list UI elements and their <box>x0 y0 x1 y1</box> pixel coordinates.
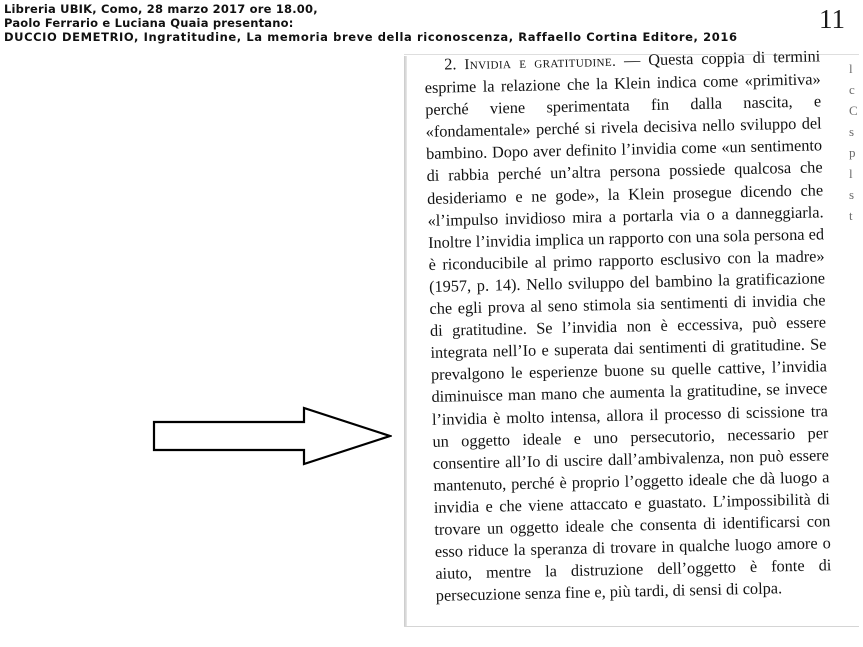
page-edge-bottom <box>404 626 859 627</box>
page-gutter-shadow <box>404 56 407 626</box>
sliver-fragment: C <box>849 103 858 118</box>
sliver-fragment: p <box>849 145 856 160</box>
body-text-column <box>424 45 832 607</box>
paragraph-invidia-e-gratitudine <box>424 45 832 607</box>
pointer-arrow <box>152 406 392 466</box>
header-line-2: Paolo Ferrario e Luciana Quaia presentano: <box>4 16 294 30</box>
arrow-icon <box>152 406 392 466</box>
annotation-header <box>4 2 738 44</box>
header-line-1: Libreria UBIK, Como, 28 marzo 2017 ore 18.00, <box>4 2 318 16</box>
section-title: Invidia e gratitudine. <box>464 53 617 74</box>
facing-page-sliver <box>849 46 863 626</box>
sliver-fragment: l <box>849 61 853 76</box>
header-line-3: DUCCIO DEMETRIO, Ingratitudine, La memoria breve della riconoscenza, Raffaello Cortina Editore, 2016 <box>4 30 738 44</box>
section-number: 2. <box>444 54 457 74</box>
section-body: — Questa coppia di termini esprime la relazione che la Klein indica come «primitiva» perché viene sperimentata fin dalla nascita, e «fondamentale» perché si rivela decisiva nello sviluppo del bambino. Dopo aver definito l’invidia come «un sentimento di rabbia perché un’altra persona possiede qualcosa che desideriamo e ne gode», la Klein prosegue dicendo che «l’impulso invidioso mira a portarla via o a danneggiarla. Inoltre l’invidia implica un rapporto con una sola persona ed è riconducibile al primo rapporto esclusivo con la madre» (1957, p. 14). Nello sviluppo del bambino la gratificazione che egli prova al seno stimola sia sentimenti di invidia che di gratitudine. Se l’invidia non è eccessiva, può essere integrata nell’Io e superata dai sentimenti di gratitudine. Se prevalgono le esperienze buone su quelle cattive, l’invidia diminuisce man mano che aumenta la gratitudine, se invece l’invidia è molto intensa, allora il processo di scissione tra un oggetto ideale e uno persecutorio, necessario per consentire all’Io di uscire dall’ambivalenza, non può essere mantenuto, perché è proprio l’oggetto ideale che dà luogo a invidia e che viene attaccato e guastato. L’impossibilità di trovare un oggetto ideale che consenta di identificarsi con esso riduce la speranza di trovare in qualche luogo amore o aiuto, mentre la distruzione dell’oggetto è fonte di persecuzione senza fine e, più tardi, di sensi di colpa. <box>424 46 832 606</box>
page-number: 11 <box>819 4 845 34</box>
sliver-fragment: l <box>849 166 853 181</box>
scanned-page <box>0 46 863 647</box>
sliver-fragment: s <box>849 187 855 202</box>
sliver-fragment: s <box>849 124 855 139</box>
sliver-fragment: t <box>849 208 853 223</box>
sliver-fragment: c <box>849 82 855 97</box>
